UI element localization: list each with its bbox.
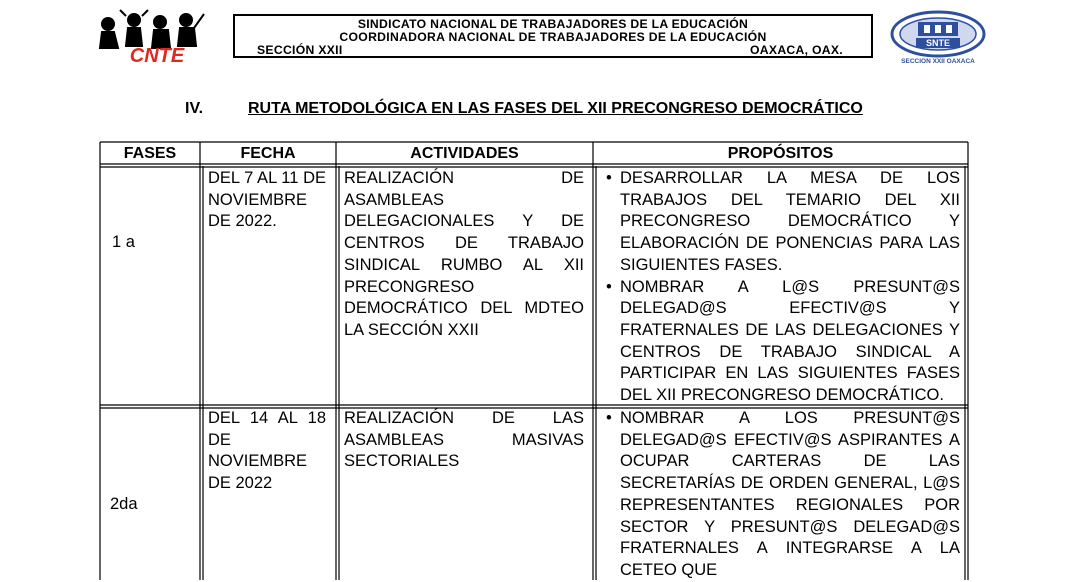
row-1-propositos (606, 168, 960, 407)
row-1-actividades: REALIZACIÓN DE ASAMBLEAS DELEGACIONALES Y DE CENTROS DE TRABAJO SINDICAL RUMBO AL XII PRECONGRESO DEMOCRÁTICO DEL MDTEO LA SECCIÓN XXII (344, 169, 584, 339)
row-1-fecha: DEL 7 AL 11 DE NOVIEMBRE DE 2022. (208, 169, 326, 231)
row-2-proposito-1: • NOMBRAR A LOS PRESUNT@S DELEGAD@S EFECTIV@S ASPIRANTES A OCUPAR CARTERAS DE LAS SECRETARÍAS DE ORDEN GENERAL, L@S REPRESENTANTES REGIONALES POR SECTOR Y PRESUNT@S DELEGAD@S FRATERNALES A INTEGRARSE A LA CETEO QUE (606, 408, 960, 582)
letterhead-line-2: COORDINADORA NACIONAL DE TRABAJADORES DE LA EDUCACIÓN (339, 30, 767, 44)
col-header-fases: FASES (123, 145, 177, 162)
cnte-logo (96, 8, 218, 64)
snte-logo-sub: SECCION XXII OAXACA (901, 58, 975, 65)
letterhead-line-1: SINDICATO NACIONAL DE TRABAJADORES DE LA EDUCACIÓN (357, 17, 749, 31)
snte-logo (888, 10, 988, 66)
row-2-fecha: DEL 14 AL 18 DE NOVIEMBRE DE 2022 (208, 409, 326, 493)
section-number: IV. (185, 100, 204, 117)
col-header-propositos: PROPÓSITOS (727, 145, 834, 162)
row-1-fase: 1 a (112, 233, 135, 251)
row-1-proposito-1: • DESARROLLAR LA MESA DE LOS TRABAJOS DEL TEMARIO DEL XII PRECONGRESO DEMOCRÁTICO Y ELABORACIÓN DE PONENCIAS PARA LAS SIGUIENTES FASES. (606, 168, 960, 277)
row-2-propositos (606, 408, 960, 582)
section-title: RUTA METODOLÓGICA EN LAS FASES DEL XII PRECONGRESO DEMOCRÁTICO (248, 100, 863, 117)
col-header-actividades: ACTIVIDADES (410, 145, 519, 162)
snte-logo-text: SNTE (925, 38, 951, 48)
row-2-actividades: REALIZACIÓN DE LAS ASAMBLEAS MASIVAS SECTORIALES (344, 409, 584, 471)
cnte-logo-text: CNTE (129, 45, 185, 64)
col-header-fecha: FECHA (240, 145, 296, 162)
row-2-fase: 2da (110, 495, 138, 513)
letterhead-section: SECCIÓN XXII (257, 43, 343, 57)
letterhead-box (233, 14, 873, 58)
letterhead-city: OAXACA, OAX. (750, 43, 843, 57)
row-1-proposito-2: • NOMBRAR A L@S PRESUNT@S DELEGAD@S EFECTIV@S Y FRATERNALES DE LAS DELEGACIONES Y CENTROS DE TRABAJO SINDICAL A PARTICIPAR EN LAS SIGUIENTES FASES DEL XII PRECONGRESO DEMOCRÁTICO. (606, 277, 960, 407)
